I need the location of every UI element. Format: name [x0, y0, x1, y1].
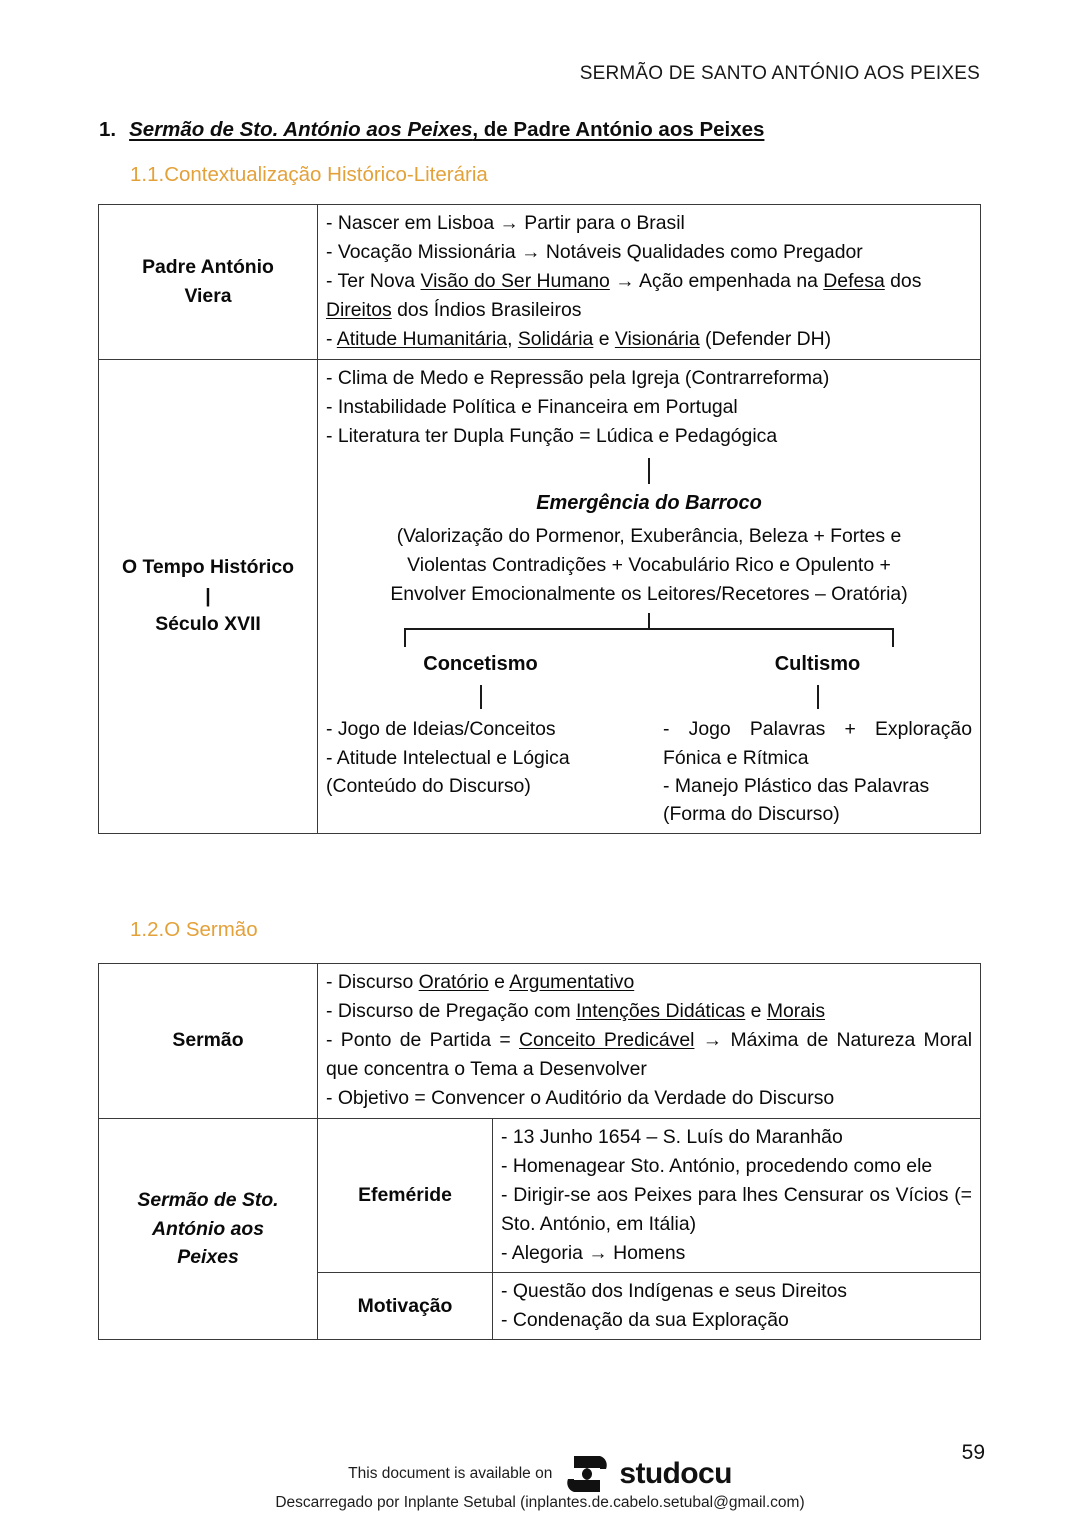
- table-row: [99, 1118, 981, 1273]
- label-line: Padre António: [142, 256, 274, 279]
- connector-horizontal: [404, 628, 895, 630]
- row-content-efemeride: [493, 1118, 981, 1273]
- content-line: - Discurso Oratório e Argumentativo: [326, 971, 635, 993]
- label-line: António aos: [151, 1217, 265, 1240]
- content-line: - Objetivo = Convencer o Auditório da Verdade do Discurso: [326, 1087, 835, 1110]
- right-arrow-icon: →: [615, 270, 635, 293]
- row-content-padre-antonio-viera: [318, 205, 981, 360]
- content-line: - Atitude Humanitária, Solidária e Visionária (Defender DH): [326, 328, 832, 351]
- row-label-sermao: Sermão: [99, 964, 318, 1119]
- branch-title: Cultismo: [774, 653, 861, 676]
- contextualizacao-table: [98, 204, 981, 834]
- table-row: [99, 205, 981, 360]
- label-divider: |: [205, 584, 211, 607]
- right-arrow-icon: →: [499, 212, 519, 234]
- barroco-block: [326, 458, 972, 829]
- studocu-availability-text: This document is available on: [348, 1465, 553, 1482]
- content-line: - Dirigir-se aos Peixes para lhes Censurar os Vícios (= Sto. António, em Itália): [501, 1183, 973, 1235]
- content-line: - Literatura ter Dupla Função = Lúdica e Pedagógica: [326, 424, 778, 447]
- row-content-motivacao: [493, 1273, 981, 1340]
- content-line: - Nascer em Lisboa → Partir para o Brasil: [326, 212, 685, 234]
- content-line: - Clima de Medo e Repressão pela Igreja (Contrarreforma): [326, 366, 830, 389]
- connector-stem: [648, 458, 650, 484]
- section-title-rest: , de Padre António aos Peixes: [472, 118, 765, 141]
- right-arrow-icon: →: [588, 1241, 608, 1264]
- branches: [326, 647, 972, 828]
- label-line: O Tempo Histórico: [121, 555, 294, 578]
- branch-title: Concetismo: [423, 653, 538, 676]
- content-line: - Jogo Palavras + Exploração Fónica e Rítmica: [663, 718, 972, 769]
- content-line: - Condenação da sua Exploração: [501, 1309, 789, 1332]
- content-line: (Forma do Discurso): [663, 803, 840, 826]
- content-line: - Homenagear Sto. António, procedendo como ele: [501, 1154, 933, 1177]
- subsection-heading-1-2: 1.2.O Sermão: [130, 918, 258, 941]
- table-row: [99, 964, 981, 1119]
- content-line: - Vocação Missionária → Notáveis Qualidades como Pregador: [326, 241, 863, 264]
- section-number: 1.: [99, 118, 117, 141]
- connector-left-arm: [404, 628, 406, 647]
- subsection-heading-1-1: 1.1.Contextualização Histórico-Literária: [130, 163, 488, 186]
- branch-cultismo: [649, 647, 972, 828]
- row-label-efemeride: Efeméride: [318, 1118, 493, 1273]
- row-label-tempo-historico: [99, 359, 318, 833]
- connector-stem: [817, 685, 819, 709]
- row-content-sermao: [318, 964, 981, 1119]
- content-line: - Ponto de Partida = Conceito Predicável → Máxima de Natureza Moral que concentra o Tema a Desenvolver: [326, 1029, 973, 1081]
- branch-connector: [326, 613, 972, 647]
- row-label-padre-antonio-viera: [99, 205, 318, 360]
- barroco-description: [326, 522, 972, 609]
- row-content-tempo-historico: [318, 359, 981, 833]
- right-arrow-icon: →: [521, 241, 541, 264]
- content-line: - Instabilidade Política e Financeira em Portugal: [326, 395, 738, 418]
- content-line: - Alegoria → Homens: [501, 1241, 686, 1264]
- label-line: Sermão de Sto.: [137, 1188, 279, 1211]
- page-title: [99, 118, 764, 142]
- content-line: (Conteúdo do Discurso): [326, 774, 531, 797]
- connector-stem: [480, 685, 482, 709]
- branch-concetismo: [326, 647, 649, 828]
- content-line: Violentas Contradições + Vocabulário Rico e Opulento +: [407, 553, 891, 576]
- studocu-banner: [0, 1452, 1080, 1496]
- connector-vertical: [648, 613, 650, 629]
- table-row: [99, 359, 981, 833]
- label-line: Viera: [184, 284, 232, 307]
- branch-list: [326, 715, 635, 800]
- label-line: Peixes: [177, 1246, 239, 1269]
- section-title: [129, 118, 764, 142]
- content-line: - Questão dos Indígenas e seus Direitos: [501, 1280, 847, 1303]
- row-label-sermao-sto-antonio: [99, 1118, 318, 1340]
- content-line: Envolver Emocionalmente os Leitores/Recetores – Oratória): [390, 583, 908, 606]
- content-line: - Atitude Intelectual e Lógica: [326, 746, 570, 769]
- sermao-table: [98, 963, 981, 1340]
- right-arrow-icon: →: [702, 1029, 723, 1052]
- content-line: - 13 Junho 1654 – S. Luís do Maranhão: [501, 1125, 843, 1148]
- studocu-logo: [566, 1452, 731, 1496]
- content-line: - Jogo de Ideias/Conceitos: [326, 718, 556, 741]
- label-line: Século XVII: [155, 613, 261, 636]
- page-number: 59: [961, 1441, 985, 1464]
- studocu-mark-icon: [566, 1452, 610, 1496]
- connector-right-arm: [892, 628, 894, 647]
- studocu-wordmark: studocu: [619, 1457, 732, 1490]
- row-label-motivacao: Motivação: [318, 1273, 493, 1340]
- downloaded-by-text: Descarregado por Inplante Setubal (inplantes.de.cabelo.setubal@gmail.com): [275, 1494, 805, 1511]
- barroco-title: Emergência do Barroco: [536, 491, 762, 514]
- running-header: SERMÃO DE SANTO ANTÓNIO AOS PEIXES: [579, 63, 980, 84]
- content-line: (Valorização do Pormenor, Exuberância, Beleza + Fortes e: [396, 524, 902, 547]
- section-title-italic: Sermão de Sto. António aos Peixes: [129, 118, 473, 141]
- content-line: - Discurso de Pregação com Intenções Didáticas e Morais: [326, 1000, 826, 1023]
- content-line: - Ter Nova Visão do Ser Humano → Ação empenhada na Defesa dos Direitos dos Índios Brasileiros: [326, 270, 922, 322]
- branch-list: [663, 715, 972, 828]
- content-line: - Manejo Plástico das Palavras: [663, 774, 930, 797]
